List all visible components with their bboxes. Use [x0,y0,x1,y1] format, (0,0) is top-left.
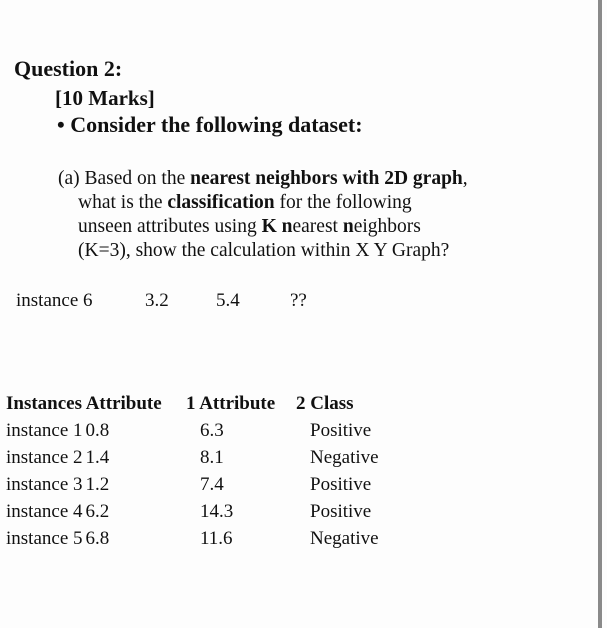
unseen-name: instance 6 [16,290,93,311]
cell-attr2: 6.3 [200,420,224,441]
part-a-line-2 [78,192,412,214]
header-instances: Instances Attribute [6,393,162,414]
question-marks: [10 Marks] [55,86,155,110]
question-title: Question 2: [14,56,123,81]
cell-name: instance 3 [6,474,83,495]
part-a-line-3 [78,216,421,238]
text-segment: , [462,168,468,189]
text-segment: for the following [274,192,412,213]
cell-attr1: 6.8 [85,528,110,549]
cell-attr2: 11.6 [200,528,233,549]
text-segment: unseen attributes using [78,216,262,237]
cell-attr1: 0.8 [85,420,110,441]
cell-attr1: 6.2 [85,501,110,522]
cell-attr2: 14.3 [200,501,234,522]
cell-name: instance 1 [6,420,83,441]
text-segment: (a) Based on the [58,168,191,189]
cell-name: instance 4 [6,501,83,522]
part-a-line-1 [58,168,468,190]
cell-attr1: 1.4 [85,447,110,468]
unseen-attr1: 3.2 [145,290,169,311]
cell-class: Negative [310,528,379,549]
cell-name: instance 5 [6,528,83,549]
text-segment: what is the [78,192,168,213]
bullet-point [57,112,363,138]
text-segment: earest [292,216,343,237]
header-attribute: 1 Attribute [186,393,276,414]
bullet-icon: • [57,112,65,137]
page-edge-divider [598,0,602,628]
bullet-text: Consider the following dataset: [70,112,363,137]
cell-attr2: 8.1 [200,447,224,468]
cell-attr2: 7.4 [200,474,224,495]
cell-class: Negative [310,447,379,468]
part-a-line-4 [78,240,449,262]
text-segment: (K=3), show the calculation within X Y Graph? [78,240,450,261]
unseen-class: ?? [290,290,307,311]
text-segment: classification [167,192,275,213]
header-class: 2 Class [296,393,354,414]
text-segment: nearest neighbors with 2D graph [190,168,463,189]
cell-class: Positive [310,501,372,522]
cell-class: Positive [310,474,372,495]
cell-name: instance 2 [6,447,83,468]
unseen-attr2: 5.4 [216,290,240,311]
cell-class: Positive [310,420,372,441]
text-segment: eighbors [353,216,421,237]
cell-attr1: 1.2 [85,474,110,495]
text-segment: K n [261,216,293,237]
text-segment: n [342,216,354,237]
